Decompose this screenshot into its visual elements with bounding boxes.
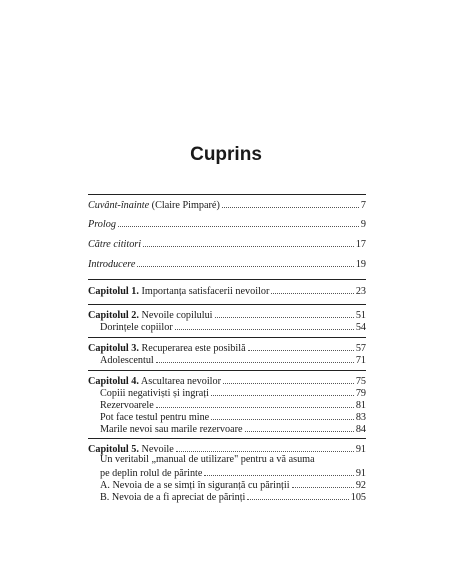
toc-entry-introduction — [88, 257, 366, 273]
page-number: 81 — [355, 400, 366, 411]
leader-dots — [271, 284, 353, 294]
leader-dots — [176, 442, 354, 452]
subentry-title: pe deplin rolul de părinte — [100, 468, 203, 479]
leader-dots — [292, 478, 354, 488]
toc-chapter-1 — [88, 284, 366, 300]
leader-dots — [204, 466, 353, 476]
toc-subentry — [100, 353, 366, 369]
leader-dots — [118, 217, 359, 227]
chapter-title: Recuperarea este posibilă — [138, 343, 246, 354]
subentry-title: Adolescentul — [100, 355, 154, 366]
leader-dots — [245, 422, 354, 432]
leader-dots — [211, 386, 354, 396]
page-number: 17 — [355, 239, 366, 250]
subentry-title: A. Nevoia de a se simți în siguranță cu părinții — [100, 480, 290, 491]
chapter-number: Capitolul 5. — [88, 444, 139, 455]
page-title: Cuprins — [190, 144, 262, 165]
entry-title: Cuvânt-înainte — [88, 200, 150, 211]
chapter-title: Nevoile copilului — [138, 310, 213, 321]
page-number: 79 — [355, 388, 366, 399]
page-number: 51 — [355, 310, 366, 321]
leader-dots — [222, 198, 359, 208]
leader-dots — [248, 341, 354, 351]
chapter-title: Importanța satisfacerii nevoilor — [138, 286, 270, 297]
page-number: 54 — [355, 322, 366, 333]
subentry-title: Dorințele copiilor — [100, 322, 173, 333]
page-number: 19 — [355, 259, 366, 270]
divider — [88, 337, 366, 338]
leader-dots — [247, 490, 348, 500]
entry-title: Introducere — [88, 259, 136, 270]
page-number: 92 — [355, 480, 366, 491]
page-number: 91 — [355, 444, 366, 455]
subentry-title: Pot face testul pentru mine — [100, 412, 210, 423]
chapter-title: Ascultarea nevoilor — [138, 376, 221, 387]
toc-entry-foreword — [88, 198, 366, 214]
entry-title: Către cititori — [88, 239, 142, 250]
divider — [88, 279, 366, 280]
page-number: 84 — [355, 424, 366, 435]
chapter-number: Capitolul 1. — [88, 286, 139, 297]
leader-dots — [223, 374, 354, 384]
leader-dots — [137, 257, 353, 267]
subentry-title: Un veritabil „manual de utilizare" pentru a vă asuma — [100, 454, 315, 465]
page-number: 7 — [360, 200, 366, 211]
chapter-number: Capitolul 4. — [88, 376, 139, 387]
divider — [88, 370, 366, 371]
divider — [88, 304, 366, 305]
page-number: 57 — [355, 343, 366, 354]
toc-subentry — [100, 490, 366, 506]
chapter-title: Nevoile — [138, 444, 174, 455]
toc-subentry — [100, 320, 366, 336]
page-number: 83 — [355, 412, 366, 423]
subentry-title: B. Nevoia de a fi apreciat de părinți — [100, 492, 246, 503]
page-number: 23 — [355, 286, 366, 297]
chapter-number: Capitolul 2. — [88, 310, 139, 321]
entry-author: (Claire Pimparé) — [149, 200, 220, 211]
subentry-title: Copiii negativiști și ingrați — [100, 388, 209, 399]
page-number: 105 — [350, 492, 366, 503]
subentry-title: Rezervoarele — [100, 400, 154, 411]
leader-dots — [156, 353, 354, 363]
page-number: 75 — [355, 376, 366, 387]
leader-dots — [143, 237, 354, 247]
entry-title: Prolog — [88, 219, 116, 230]
leader-dots — [175, 320, 354, 330]
divider — [88, 194, 366, 195]
toc-subentry — [100, 422, 366, 438]
page-number: 71 — [355, 355, 366, 366]
toc-entry-readers — [88, 237, 366, 253]
leader-dots — [156, 398, 354, 408]
page-number: 9 — [360, 219, 366, 230]
subentry-title: Marile nevoi sau marile rezervoare — [100, 424, 243, 435]
chapter-number: Capitolul 3. — [88, 343, 139, 354]
leader-dots — [211, 410, 354, 420]
leader-dots — [215, 308, 354, 318]
page-number: 91 — [355, 468, 366, 479]
toc-entry-prolog — [88, 217, 366, 233]
divider — [88, 438, 366, 439]
